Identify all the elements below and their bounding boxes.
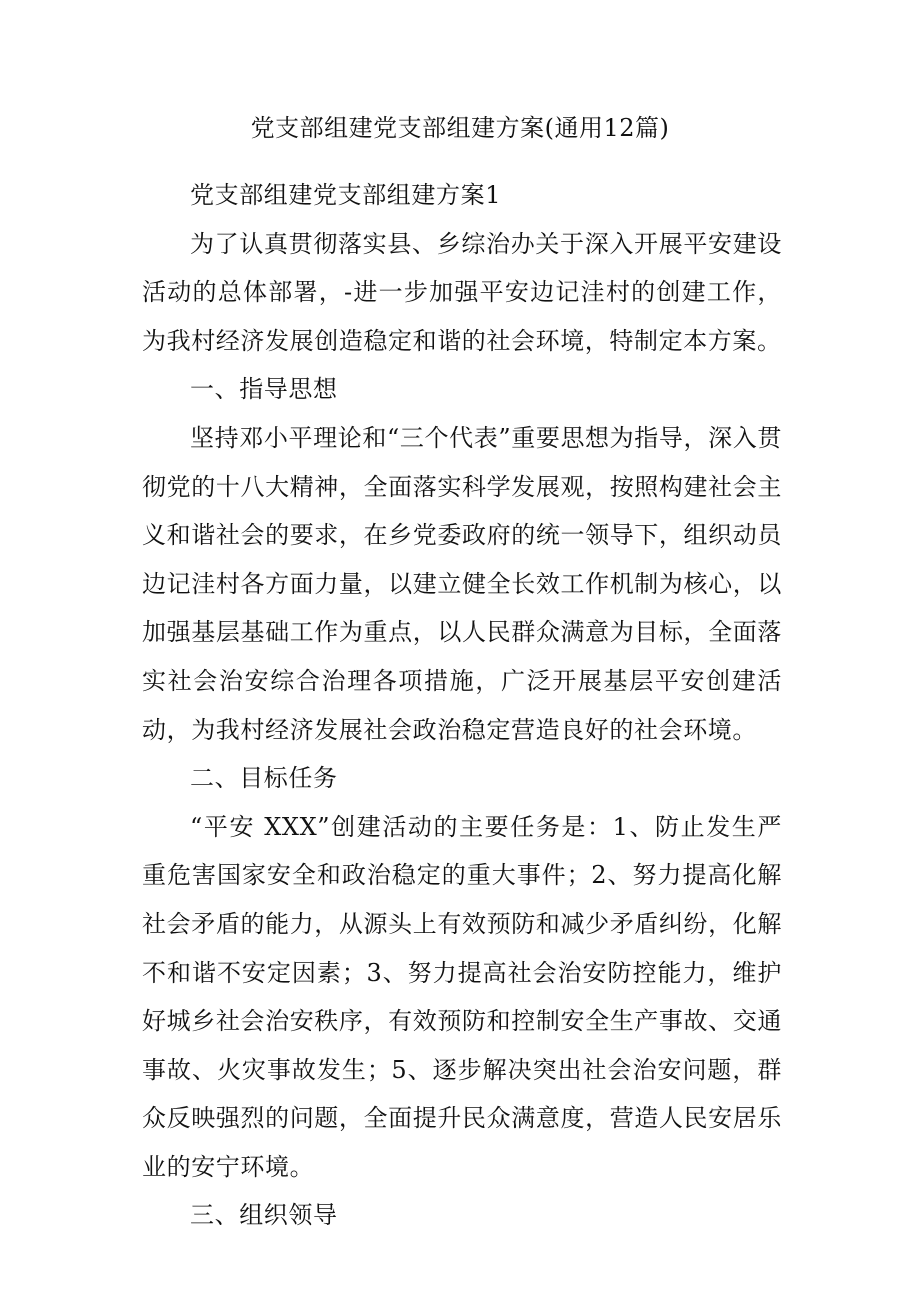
goals-paragraph: “平安 XXX”创建活动的主要任务是：1、防止发生严重危害国家安全和政治稳定的重大事件；2、努力提高化解社会矛盾的能力，从源头上有效预防和减少矛盾纠纷，化解不和谐不安定因素；3、努力提高社会治安防控能力，维护好城乡社会治安秩序，有效预防和控制安全生产事故、交通事故、火灾事故发生；5、逐步解决突出社会治安问题，群众反映强烈的问题，全面提升民众满意度，营造人民安居乐业的安宁环境。: [142, 812, 782, 1181]
document-body: [142, 171, 782, 1240]
section-heading: 一、指导思想: [190, 375, 338, 404]
section-heading: 三、组织领导: [190, 1201, 338, 1230]
intro-paragraph: 为了认真贯彻落实县、乡综治办关于深入开展平安建设活动的总体部署，-进一步加强平安边记洼村的创建工作，为我村经济发展创造稳定和谐的社会环境，特制定本方案。: [142, 229, 782, 355]
guiding-thought-paragraph: 坚持邓小平理论和“三个代表”重要思想为指导，深入贯彻党的十八大精神，全面落实科学发展观，按照构建社会主义和谐社会的要求，在乡党委政府的统一领导下，组织动员边记洼村各方面力量，以建立健全长效工作机制为核心，以加强基层基础工作为重点，以人民群众满意为目标，全面落实社会治安综合治理各项措施，广泛开展基层平安创建活动，为我村经济发展社会政治稳定营造良好的社会环境。: [142, 423, 782, 744]
document-title: 党支部组建党支部组建方案(通用12篇): [250, 114, 670, 142]
section-heading: 党支部组建党支部组建方案1: [190, 181, 502, 209]
section-heading: 二、目标任务: [190, 764, 338, 793]
